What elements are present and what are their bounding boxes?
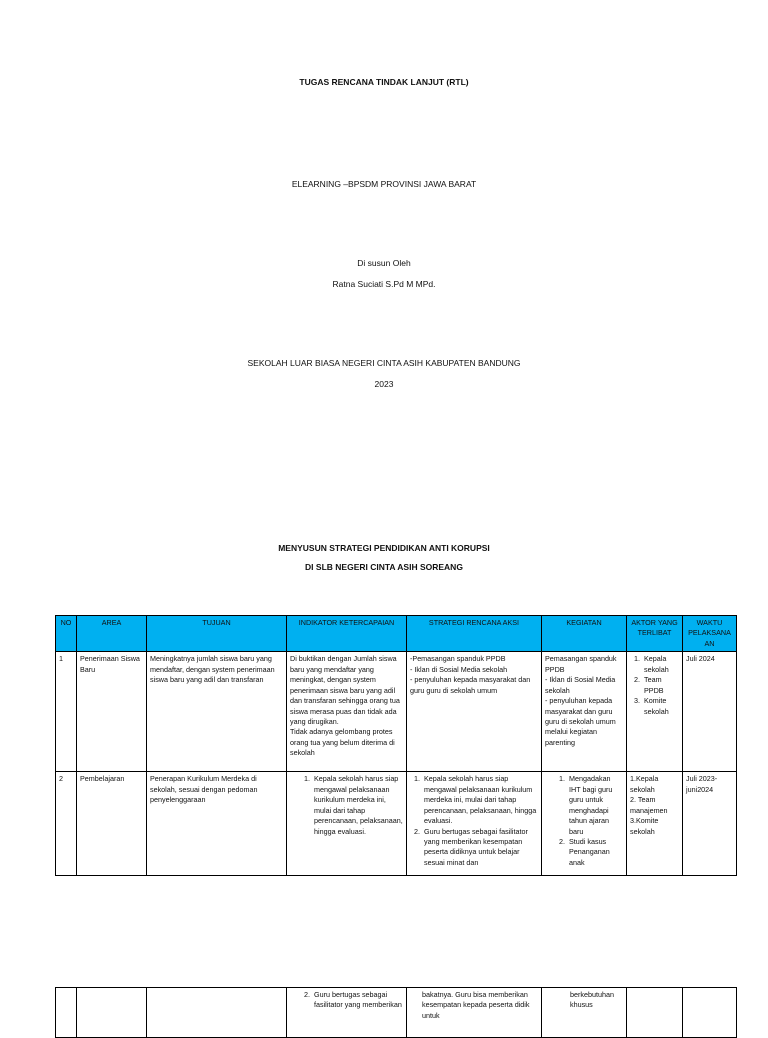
cell-indikator (287, 772, 407, 876)
year: 2023 (374, 379, 394, 389)
cell-aktor (627, 652, 683, 772)
cell-kegiatan (542, 772, 627, 876)
header-aktor: AKTOR YANG TERLIBAT (627, 616, 683, 652)
header-area: AREA (77, 616, 147, 652)
header-tujuan: TUJUAN (147, 616, 287, 652)
aktor-list (630, 654, 679, 717)
cell-waktu: Juli 2023-juni2024 (683, 772, 737, 876)
aktor-text: 2. Team manajemen (630, 795, 668, 815)
section-title-line2: DI SLB NEGERI CINTA ASIH SOREANG (305, 562, 463, 572)
cell-area: Pembelajaran (77, 772, 147, 876)
header-indikator: INDIKATOR KETERCAPAIAN (287, 616, 407, 652)
cell-no: 2 (56, 772, 77, 876)
kegiatan-text: - Iklan di Sosial Media sekolah (545, 675, 616, 695)
indikator-list (290, 774, 403, 837)
rtl-table (55, 615, 737, 876)
cell-tujuan: Penerapan Kurikulum Merdeka di sekolah, sesuai dengan pedoman penyelenggaraan (147, 772, 287, 876)
cell-aktor (627, 988, 683, 1038)
table-header-row (56, 616, 737, 652)
cell-indikator (287, 652, 407, 772)
indikator-list (290, 990, 403, 1011)
header-no: NO (56, 616, 77, 652)
cell-area (77, 988, 147, 1038)
prepared-by-label: Di susun Oleh (357, 258, 411, 268)
table-row (56, 988, 737, 1038)
section-title-line1: MENYUSUN STRATEGI PENDIDIKAN ANTI KORUPSI (278, 543, 490, 553)
cell-strategi (407, 652, 542, 772)
list-item: 1. Kepala sekolah harus siap mengawal pelaksanaan kurikulum merdeka ini, mulai dari tahap perencanaan, pelaksanaan, hingga evaluasi. (422, 774, 538, 826)
cell-tujuan: Meningkatnya jumlah siswa baru yang mendaftar, dengan system penerimaan siswa baru yang adil dan transfaran (147, 652, 287, 772)
header-strategi: STRATEGI RENCANA AKSI (407, 616, 542, 652)
header-kegiatan: KEGIATAN (542, 616, 627, 652)
table-row (56, 772, 737, 876)
list-item: 2. Guru bertugas sebagai fasilitator yang memberikan kesempatan peserta didiknya untuk belajar sesuai minat dan (422, 827, 538, 869)
author-name: Ratna Suciati S.Pd M MPd. (332, 279, 436, 289)
cell-strategi (407, 772, 542, 876)
cell-kegiatan: berkebutuhan khusus (542, 988, 627, 1038)
cell-no: 1 (56, 652, 77, 772)
list-item: 2. Team PPDB (642, 675, 679, 696)
document-title: TUGAS RENCANA TINDAK LANJUT (RTL) (299, 77, 469, 87)
strategi-text: - Iklan di Sosial Media sekolah (410, 664, 508, 674)
kegiatan-list (545, 774, 623, 868)
table-row (56, 652, 737, 772)
aktor-text: 1.Kepala sekolah (630, 774, 659, 794)
cell-waktu (683, 988, 737, 1038)
program-name: ELEARNING –BPSDM PROVINSI JAWA BARAT (291, 179, 477, 189)
cell-kegiatan (542, 652, 627, 772)
list-item: 1. Kepala sekolah (642, 654, 679, 675)
rtl-table-continuation (55, 987, 737, 1038)
strategi-list (410, 774, 538, 868)
cell-area: Penerimaan Siswa Baru (77, 652, 147, 772)
strategi-text: - penyuluhan kepada masyarakat dan guru guru di sekolah umum (410, 675, 531, 695)
kegiatan-text: - penyuluhan kepada masyarakat dan guru guru di sekolah umum melalui kegiatan parenting (545, 696, 616, 747)
indikator-text: Di buktikan dengan Jumlah siswa baru yang mendaftar yang meningkat, dengan system penerimaan siswa baru yang adil dan transfaran sehingga orang tua siswa merasa puas dan tidak ada yang dirugikan. (290, 654, 400, 726)
cell-waktu: Juli 2024 (683, 652, 737, 772)
cell-aktor (627, 772, 683, 876)
school-name: SEKOLAH LUAR BIASA NEGERI CINTA ASIH KABUPATEN BANDUNG (247, 358, 521, 368)
cell-indikator (287, 988, 407, 1038)
kegiatan-text: Pemasangan spanduk PPDB (545, 654, 617, 674)
cell-strategi: bakatnya. Guru bisa memberikan kesempatan kepada peserta didik untuk (407, 988, 542, 1038)
list-item: 3. Komite sekolah (642, 696, 679, 717)
list-item: 2. Guru bertugas sebagai fasilitator yang memberikan (312, 990, 403, 1011)
list-item: 2. Studi kasus Penanganan anak (567, 837, 623, 868)
strategi-text: -Pemasangan spanduk PPDB (410, 654, 506, 664)
list-item: 1. Kepala sekolah harus siap mengawal pelaksanaan kurikulum merdeka ini, mulai dari tahap perencanaan, pelaksanaan, hingga evaluasi. (312, 774, 403, 837)
cell-tujuan (147, 988, 287, 1038)
cell-no (56, 988, 77, 1038)
indikator-text: Tidak adanya gelombang protes orang tua yang belum diterima di sekolah (290, 727, 395, 758)
aktor-text: 3.Komite sekolah (630, 816, 659, 836)
list-item: 1. Mengadakan IHT bagi guru guru untuk menghadapi tahun ajaran baru (567, 774, 623, 837)
header-waktu: WAKTU PELAKSANAAN (683, 616, 737, 652)
